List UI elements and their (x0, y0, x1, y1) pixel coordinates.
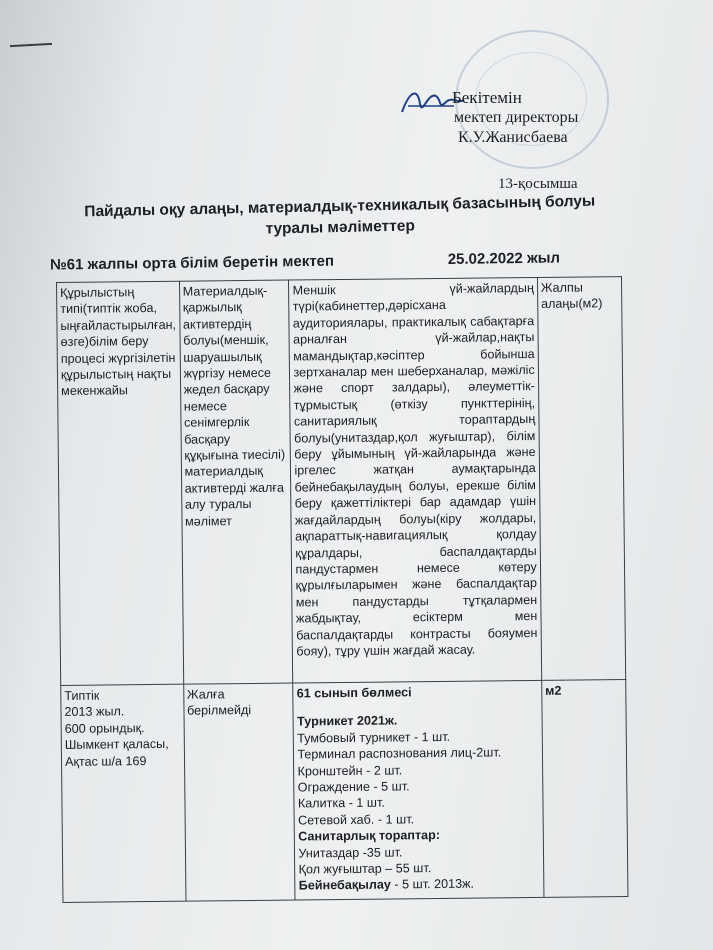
table-row (61, 680, 628, 903)
turnstile-item: Ограждение - 5 шт. (297, 779, 410, 795)
building-capacity: 600 орындық. (64, 720, 145, 736)
document-title (40, 190, 641, 245)
video-value: - 5 шт. 2013ж. (390, 877, 475, 892)
turnstile-item: Тумбовый турникет - 1 шт. (297, 729, 451, 746)
pen-mark (10, 43, 52, 47)
sanitary-item: Қол жуғыштар – 55 шт. (298, 861, 432, 877)
approval-position: мектеп директоры (454, 109, 579, 126)
building-city: Шымкент қаласы, (64, 737, 169, 753)
title-line-1: Пайдалы оқу алаңы, материалдық-техникалық базасының болуы (84, 192, 596, 221)
cell-rent-status: Жалға берілмейді (183, 683, 295, 901)
sanitary-heading: Санитарлық тораптар: (298, 828, 441, 844)
school-line (50, 249, 560, 273)
turnstile-item: Кронштейн - 2 шт. (297, 763, 403, 779)
appendix-number: 13-қосымша (498, 176, 578, 192)
table-header-row (57, 277, 626, 686)
facilities-table (56, 276, 628, 903)
header-total-area: Жалпы алаңы(м2) (537, 277, 625, 681)
video-surveillance (299, 875, 541, 894)
classrooms-count: 61 сынып бөлмесі (296, 685, 412, 701)
turnstile-item: Сетевой хаб. - 1 шт. (298, 812, 415, 828)
cell-total-area: м2 (541, 680, 627, 898)
approval-name: К.У.Жанисбаева (458, 129, 568, 146)
building-type: Типтік (64, 688, 100, 703)
video-label: Бейнебақылау (298, 877, 391, 893)
title-line-2: туралы мәліметтер (265, 217, 416, 238)
turnstile-item: Калитка - 1 шт. (297, 796, 385, 811)
document-date: 25.02.2022 жыл (447, 249, 561, 269)
header-building-type: Құрылыстың типі(типтік жоба, ыңғайластырылған, өзге)білім беру процесі жүргізілетін құрылыстың нақты мекенжайы (57, 281, 184, 685)
cell-premises-details (293, 680, 544, 900)
sanitary-item: Унитаздар -35 шт. (298, 845, 403, 861)
building-year: 2013 жыл. (64, 704, 125, 720)
school-name: №61 жалпы орта білім беретін мектеп (49, 252, 335, 274)
building-address: Ақтас ш/а 169 (64, 753, 147, 769)
turnstile-heading: Турникет 2021ж. (296, 713, 398, 729)
approval-title: Бекітемін (452, 88, 522, 107)
header-premises: Меншік үй-жайлардың түрі(кабинеттер,дәрісхана аудиториялары, практикалық сабақтарға арналған үй-жайлар,нақты мамандықтар,кәсіптер бойынша зертханалар мен шеберханалар, мәжіліс және спорт залдары), әлеуметтік-тұрмыстық (өткізу пункттерінің, санитариялық тораптардың болуы(унитаздар,қол жуғыштар), білім беру ұйымының үй-жайларында және іргелес жатқан аумақтарында бейнебақылаудың болуы, ерекше білім беру қажеттіліктері бар адамдар үшін жағдайлардың болуы(кіру жолдары, ақпараттық-навигациялық қолдау құралдары, баспалдақтарды пандустармен немесе көтеру құрылғыларымен және баспалдақтар мен пандустарды тұтқалармен жабдықтау, есіктерм мен баспалдақтарды контрасты бояумен бояу), тұру үшін жағдай жасау. (289, 277, 542, 683)
cell-building-info (61, 684, 186, 902)
approval-block (440, 88, 620, 148)
turnstile-item: Терминал распознования лиц-2шт. (297, 745, 502, 762)
header-assets: Материалдық-қаржылық активтердің болуы(меншік, шаруашылық жүргізу немесе жедел басқару немесе сенімгерлік басқару құқығына тиесілі) материалдық активтерді жалға алу туралы мәлімет (179, 280, 293, 684)
